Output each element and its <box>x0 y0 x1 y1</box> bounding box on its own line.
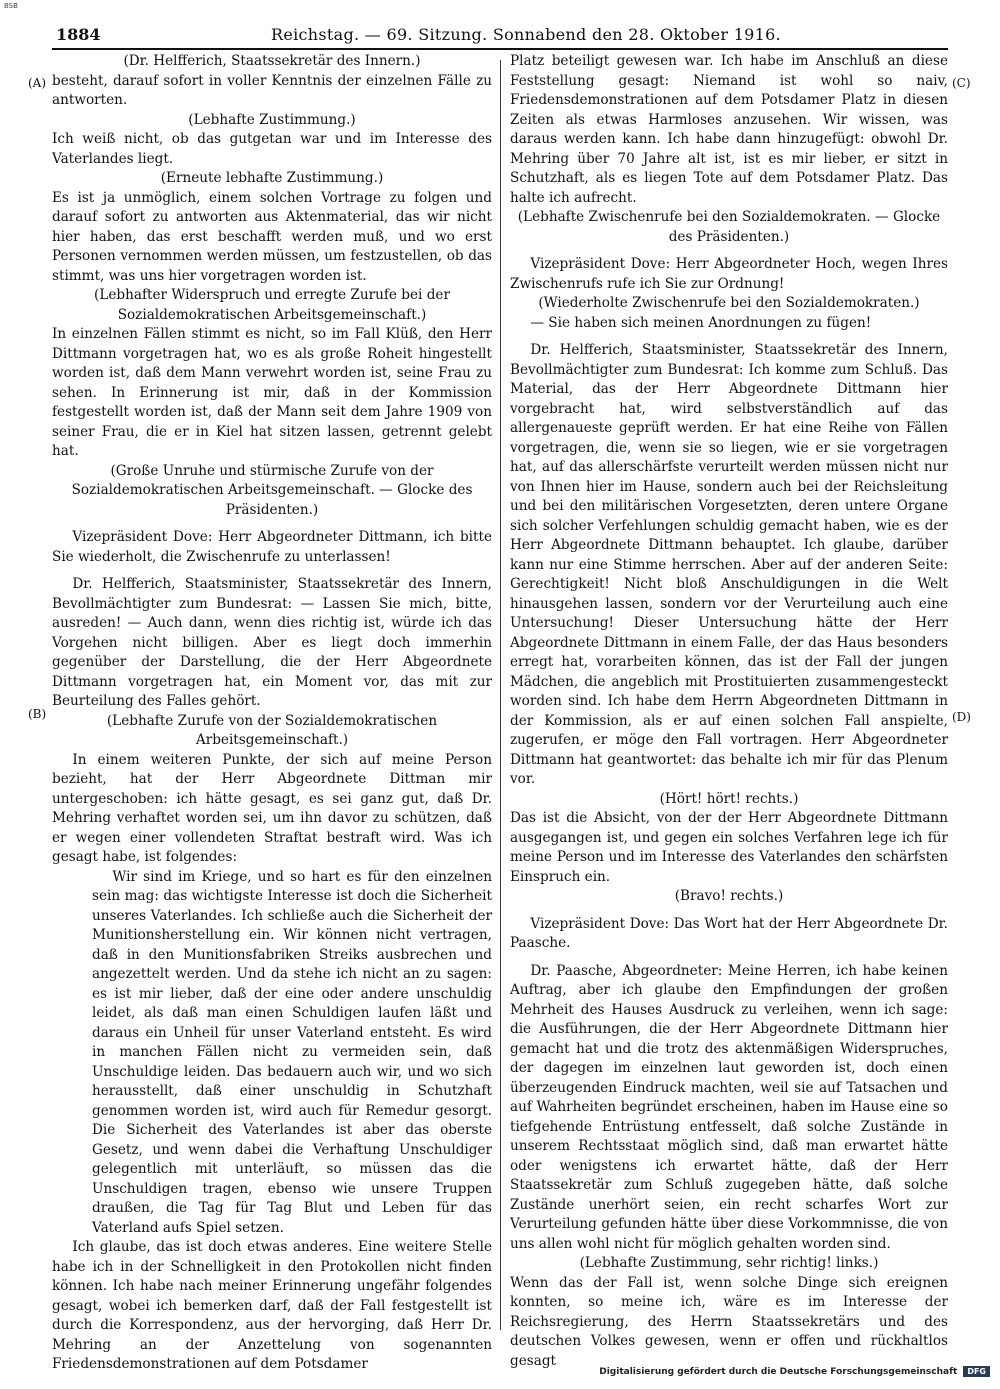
paragraph: Wenn das der Fall ist, wenn solche Dinge sich ereignen konnten, so meine ich, wäre es im Interesse der Reichsregierung, des Herrn Staatssekretärs und des deutschen Volkes gewesen, wenn er offen und rückhaltlos gesagt <box>510 1274 948 1369</box>
footer-credit: Digitalisierung gefördert durch die Deutsche Forschungsgemeinschaft <box>599 1366 958 1377</box>
paragraph: besteht, darauf sofort in voller Kenntnis der einzelnen Fälle zu antworten. <box>52 72 492 108</box>
paragraph: (Dr. Helfferich, Staatssekretär des Innern.) <box>123 53 421 69</box>
header-rule <box>52 48 948 50</box>
quotation: Wir sind im Kriege, und so hart es für den einzelnen sein mag: das wichtigste Interesse ist doch die Sicherheit unseres Vaterlandes. Ich schließe auch die Sicherheit der Munitionsherstellung ein. Wir können nicht vertragen, daß in den Munitionsfabriken Streiks ausbrechen und angezettelt werden. Und da stehe ich nicht an zu sagen: es ist mir lieber, daß der eine oder andere unschuldig leidet, als daß man einen Schuldigen laufen läßt und daraus ein Unheil für unser Vaterland entsteht. Es wird in manchen Fällen nicht zu vermeiden sein, daß Unschuldige leiden. Das bedauern auch wir, und wo sich herausstellt, daß einer unschuldig in Schutzhaft genommen worden ist, wird auch für Remedur gesorgt. Die Sicherheit des Vaterlandes ist aber das oberste Gesetz, und wenn dabei die Verhaftung Unschuldiger gelegentlich mit unterläuft, so müssen das die Unschuldigen tragen, ebenso wie unsere Truppen draußen, die Tag für Tag Blut und Leben für das Vaterland aufs Spiel setzen. <box>92 868 492 1236</box>
paragraph: Ich glaube, das ist doch etwas anderes. Eine weitere Stelle habe ich in der Schnelligkeit in den Protokollen nicht finden können. Ich habe nach meiner Erinnerung ungefähr folgendes gesagt, wobei ich bemerken darf, daß der Fall festgestellt ist durch die Korrespondenz, aus der hervorging, daß Herr Dr. Mehring an der Anzettelung von sogenannten Friedensdemonstrationen auf dem Potsdamer <box>52 1239 492 1372</box>
paragraph: (Lebhafte Zustimmung, sehr richtig! links.) <box>579 1255 879 1271</box>
paragraph: Dr. Helfferich, Staatsminister, Staatssekretär des Innern, Bevollmächtigter zum Bundesrat: Ich komme zum Schluß. Das Material, das der Herr Abgeordnete Dittmann hier vorgebracht hat, wird selbstverständlich auf das allergenaueste geprüft werden. Er hat eine Reihe von Fällen vorgetragen, die, wenn sie so liegen, wie er sie vorgetragen hat, auf das allerschärfste verurteilt werden müssen nicht nur von Ihnen hier im Hause, sondern auch bei der Reichsleitung und bei den militärischen Vorgesetzten, deren untere Organe sich solcher Verfehlungen schuldig gemacht haben, wie es der Herr Abgeordnete Dittmann behauptet. Ich glaube, darüber kann nur eine Stimme herrschen. Aber auf der anderen Seite: Gerechtigkeit! Nicht bloß Anschuldigungen in die Welt hinausgehen lassen, sondern vor der Verurteilung auch eine Untersuchung! Dieser Untersuchung hätte der Herr Abgeordnete Dittmann in einem Falle, der das Haus besonders erregt hat, vorarbeiten können, das ist der Fall der jungen Mädchen, die angeblich mit Prostituierten zusammengesteckt worden sind. Ich habe dem Herrn Abgeordneten Dittmann in der Kommission, als er auf einen solchen Fall anspielte, zugerufen, er möge den Fall vortragen. Herr Abgeordneter Dittmann hat geantwortet: das behalte ich mir für das Plenum vor. <box>510 342 948 787</box>
margin-mark-a: (A) <box>28 76 47 90</box>
running-title: Reichstag. — 69. Sitzung. Sonnabend den 28. Oktober 1916. <box>270 24 781 44</box>
margin-mark-c: (C) <box>952 76 971 90</box>
paragraph: Vizepräsident Dove: Das Wort hat der Herr Abgeordnete Dr. Paasche. <box>510 915 948 951</box>
paragraph: Das ist die Absicht, von der der Herr Abgeordnete Dittmann ausgegangen ist, und gegen ein solches Verfahren lege ich für meine Person und im Interesse des Vaterlandes den schärfsten Einspruch ein. <box>510 810 948 885</box>
paragraph: — Sie haben sich meinen Anordnungen zu fügen! <box>530 314 872 331</box>
margin-mark-d: (D) <box>952 710 971 724</box>
left-column <box>52 52 492 1375</box>
paragraph: (Große Unruhe und stürmische Zurufe von der Sozialdemokratischen Arbeitsgemeinschaft. — Glocke des Präsidenten.) <box>71 462 473 518</box>
paragraph: (Bravo! rechts.) <box>674 888 784 904</box>
paragraph: Dr. Paasche, Abgeordneter: Meine Herren, ich habe keinen Auftrag, aber ich glaube den Empfindungen der großen Mehrheit des Hauses Ausdruck zu verleihen, wenn ich sage: die Ausführungen, die der Herr Abgeordnete Dittmann hier gemacht hat und die trotz des aktenmäßigen Widerspruches, der dagegen im einzelnen laut geworden ist, doch einen überzeugenden Eindruck machten, weil sie auf Tatsachen und auf Wahrheiten begründet erscheinen, haben im Hause eine so tiefgehende Entrüstung entfesselt, daß solche Zustände in unserem Rechtsstaat möglich sind, daß man erwartet hätte oder wenigstens ich erwartet hätte, daß der Herr Staatssekretär zum Schluß zugegeben hätte, daß solche Zustände unerhört seien, ein recht scharfes Wort zur Verurteilung gefunden hätte über diese Vorkommnisse, die von uns allen wohl nicht für möglich gehalten worden sind. <box>510 962 948 1252</box>
page-header <box>56 22 936 46</box>
paragraph: (Lebhafte Zurufe von der Sozialdemokratischen Arbeitsgemeinschaft.) <box>106 712 438 748</box>
paragraph: (Lebhafte Zwischenrufe bei den Sozialdemokraten. — Glocke des Präsidenten.) <box>517 209 941 245</box>
margin-mark-b: (B) <box>28 707 47 721</box>
paragraph: Ich weiß nicht, ob das gutgetan war und im Interesse des Vaterlandes liegt. <box>52 131 492 167</box>
paragraph: Vizepräsident Dove: Herr Abgeordneter Hoch, wegen Ihres Zwischenrufs rufe ich Sie zur Ordnung! <box>510 256 948 292</box>
column-divider <box>500 60 501 1330</box>
dfg-logo: DFG <box>963 1366 990 1377</box>
paragraph: In einzelnen Fällen stimmt es nicht, so im Fall Klüß, den Herr Dittmann vorgetragen hat, wo es als große Roheit hingestellt worden ist, daß dem Mann verwehrt worden ist, seine Frau zu sehen. In Erinnerung ist mir, daß in der Kommission festgestellt worden ist, daß der Mann seit dem Jahre 1909 von seiner Frau, die er in Kiel hat sitzen lassen, getrennt gelebt hat. <box>52 326 492 459</box>
paragraph: Vizepräsident Dove: Herr Abgeordneter Dittmann, ich bitte Sie wiederholt, die Zwischenrufe zu unterlassen! <box>52 529 492 565</box>
page-number: 1884 <box>56 24 101 44</box>
paragraph: (Lebhafte Zustimmung.) <box>188 111 356 128</box>
paragraph: (Lebhafter Widerspruch und erregte Zurufe bei der Sozialdemokratischen Arbeitsgemeinschaft.) <box>94 287 450 323</box>
paragraph: Dr. Helfferich, Staatsminister, Staatssekretär des Innern, Bevollmächtigter zum Bundesrat: — Lassen Sie mich, bitte, ausreden! — Auch dann, wenn dies richtig ist, würde ich das Vorgehen nicht billigen. Aber es liegt doch immerhin gegenüber der Darstellung, die der Herr Abgeordnete Dittmann vorgetragen hat, ein Moment vor, das mit zur Beurteilung des Falles gehört. <box>52 576 492 709</box>
paragraph: (Erneute lebhafte Zustimmung.) <box>160 170 384 186</box>
library-mark: BSB <box>4 2 18 10</box>
paragraph: In einem weiteren Punkte, der sich auf meine Person bezieht, hat der Herr Abgeordnete Dittman mir untergeschoben: ich hätte gesagt, es sei ganz gut, daß Dr. Mehring verhaftet worden sei, um ihn davor zu schützen, daß er wegen einer vollendeten Straftat bestraft wird. Was ich gesagt habe, ist folgendes: <box>52 751 492 865</box>
paragraph: Platz beteiligt gewesen war. Ich habe im Anschluß an diese Feststellung gesagt: Niemand ist wohl so naiv, Friedensdemonstrationen auf dem Potsdamer Platz in diesen Zeiten als etwas Harmloses anzusehen. Wir wissen, was daraus werden kann. Ich habe dann hinzugefügt: obwohl Dr. Mehring über 70 Jahre alt ist, ist es mir lieber, er sitzt in Schutzhaft, als es liegen Tote auf dem Potsdamer Platz. Das halte ich aufrecht. <box>510 53 948 206</box>
paragraph: (Wiederholte Zwischenrufe bei den Sozialdemokraten.) <box>538 295 920 311</box>
digitization-footer <box>599 1366 990 1377</box>
right-column <box>510 52 948 1371</box>
paragraph: (Hört! hört! rechts.) <box>659 790 799 807</box>
paragraph: Es ist ja unmöglich, einem solchen Vortrage zu folgen und darauf sofort zu antworten aus Aktenmaterial, das wir nicht hier haben, das erst beschafft werden muß, und wo erst Personen vernommen werden müssen, um festzustellen, ob das stimmt, was uns hier vorgetragen worden ist. <box>52 189 492 284</box>
